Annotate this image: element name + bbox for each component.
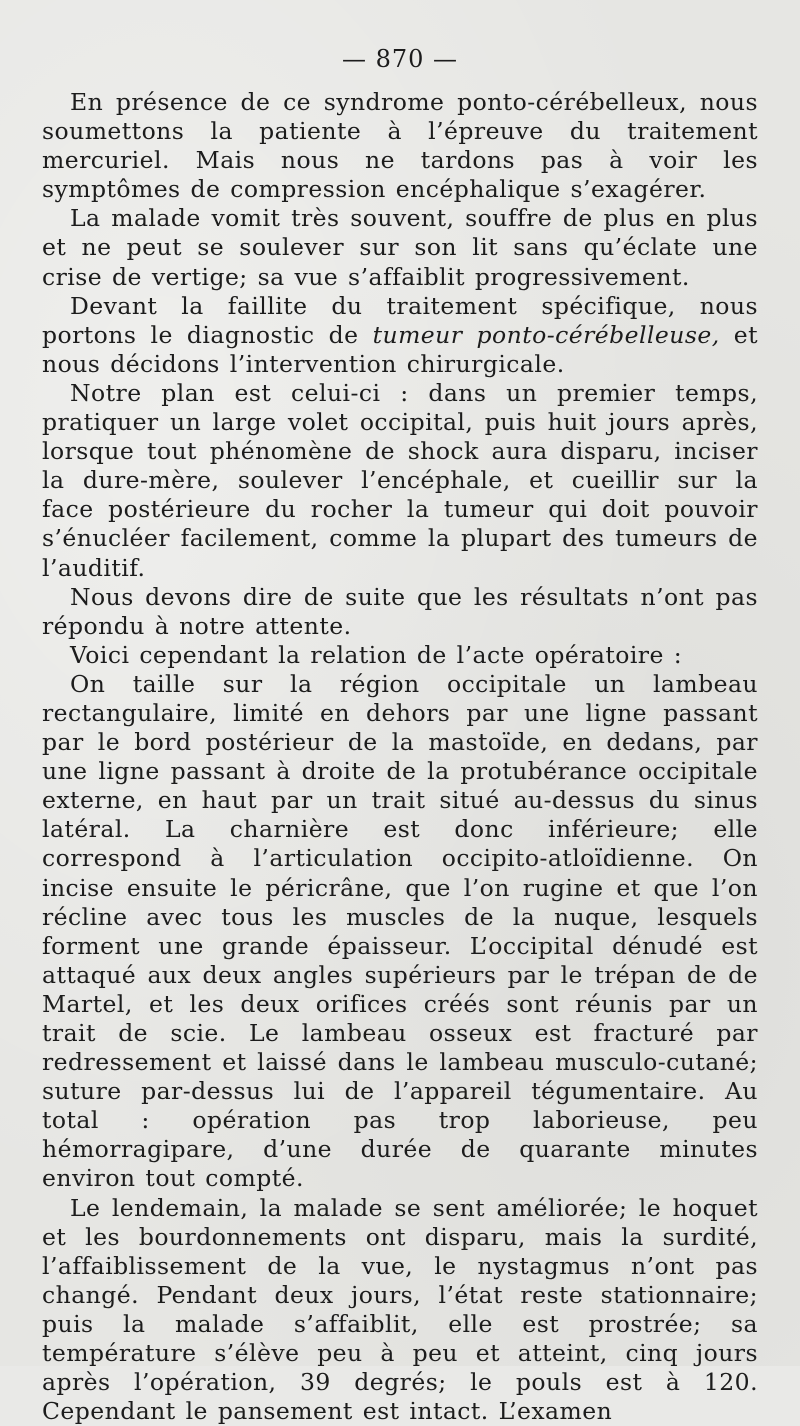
paragraph: Le lendemain, la malade se sent améliorée; le hoquet et les bourdonnements ont disparu, mais la surdité, l’affaiblissement de la vue, le nystagmus n’ont pas changé. Pendant deux jours, l’état reste stationnaire; puis la malade s’affaiblit, elle est prostrée; sa température s’élève peu à peu et atteint, cinq jours après l’opération, 39 degrés; le pouls est à 120. Cependant le pansement est intact. L’examen <box>42 1193 758 1426</box>
italic-diagnosis: tumeur ponto-cérébelleuse, <box>372 320 720 349</box>
paragraph: Nous devons dire de suite que les résultats n’ont pas répondu à notre attente. <box>42 582 758 640</box>
paragraph: On taille sur la région occipitale un lambeau rectangulaire, limité en dehors par une ligne passant par le bord postérieur de la mastoïde, en dedans, par une ligne passant à droite de la protubérance occipitale externe, en haut par un trait situé au-dessus du sinus latéral. La charnière est donc inférieure; elle correspond à l’articulation occipito-atloïdienne. On incise ensuite le péricrâne, que l’on rugine et que l’on récline avec tous les muscles de la nuque, lesquels forment une grande épaisseur. L’occipital dénudé est attaqué aux deux angles supérieurs par le trépan de de Martel, et les deux orifices créés sont réunis par un trait de scie. Le lambeau osseux est fracturé par redressement et laissé dans le lambeau musculo-cutané; suture par-dessus lui de l’appareil tégumentaire. Au total : opération pas trop laborieuse, peu hémorragipare, d’une durée de quarante minutes environ tout compté. <box>42 669 758 1193</box>
paragraph: Notre plan est celui-ci : dans un premier temps, pratiquer un large volet occipital, puis huit jours après, lorsque tout phénomène de shock aura disparu, inciser la dure-mère, soulever l’encéphale, et cueillir sur la face postérieure du rocher la tumeur qui doit pouvoir s’énucléer facilement, comme la plupart des tumeurs de l’auditif. <box>42 378 758 582</box>
paragraph <box>42 292 758 379</box>
paragraph-text: et nous décidons l’intervention chirurgicale. <box>42 320 759 378</box>
paragraph: Voici cependant la relation de l’acte opératoire : <box>70 640 683 669</box>
body-text <box>42 88 758 1426</box>
paragraph-text: Devant la faillite du traitement spécifique, nous portons le diagnostic de <box>42 291 758 349</box>
paragraph: En présence de ce syndrome ponto-cérébelleux, nous soumettons la patiente à l’épreuve du traitement mercuriel. Mais nous ne tardons pas à voir les symptômes de compression encéphalique s’exagérer. <box>42 88 758 204</box>
page-number: — 870 — <box>341 45 459 73</box>
paragraph: La malade vomit très souvent, souffre de plus en plus et ne peut se soulever sur son lit sans qu’éclate une crise de vertige; sa vue s’affaiblit progressivement. <box>42 204 758 291</box>
